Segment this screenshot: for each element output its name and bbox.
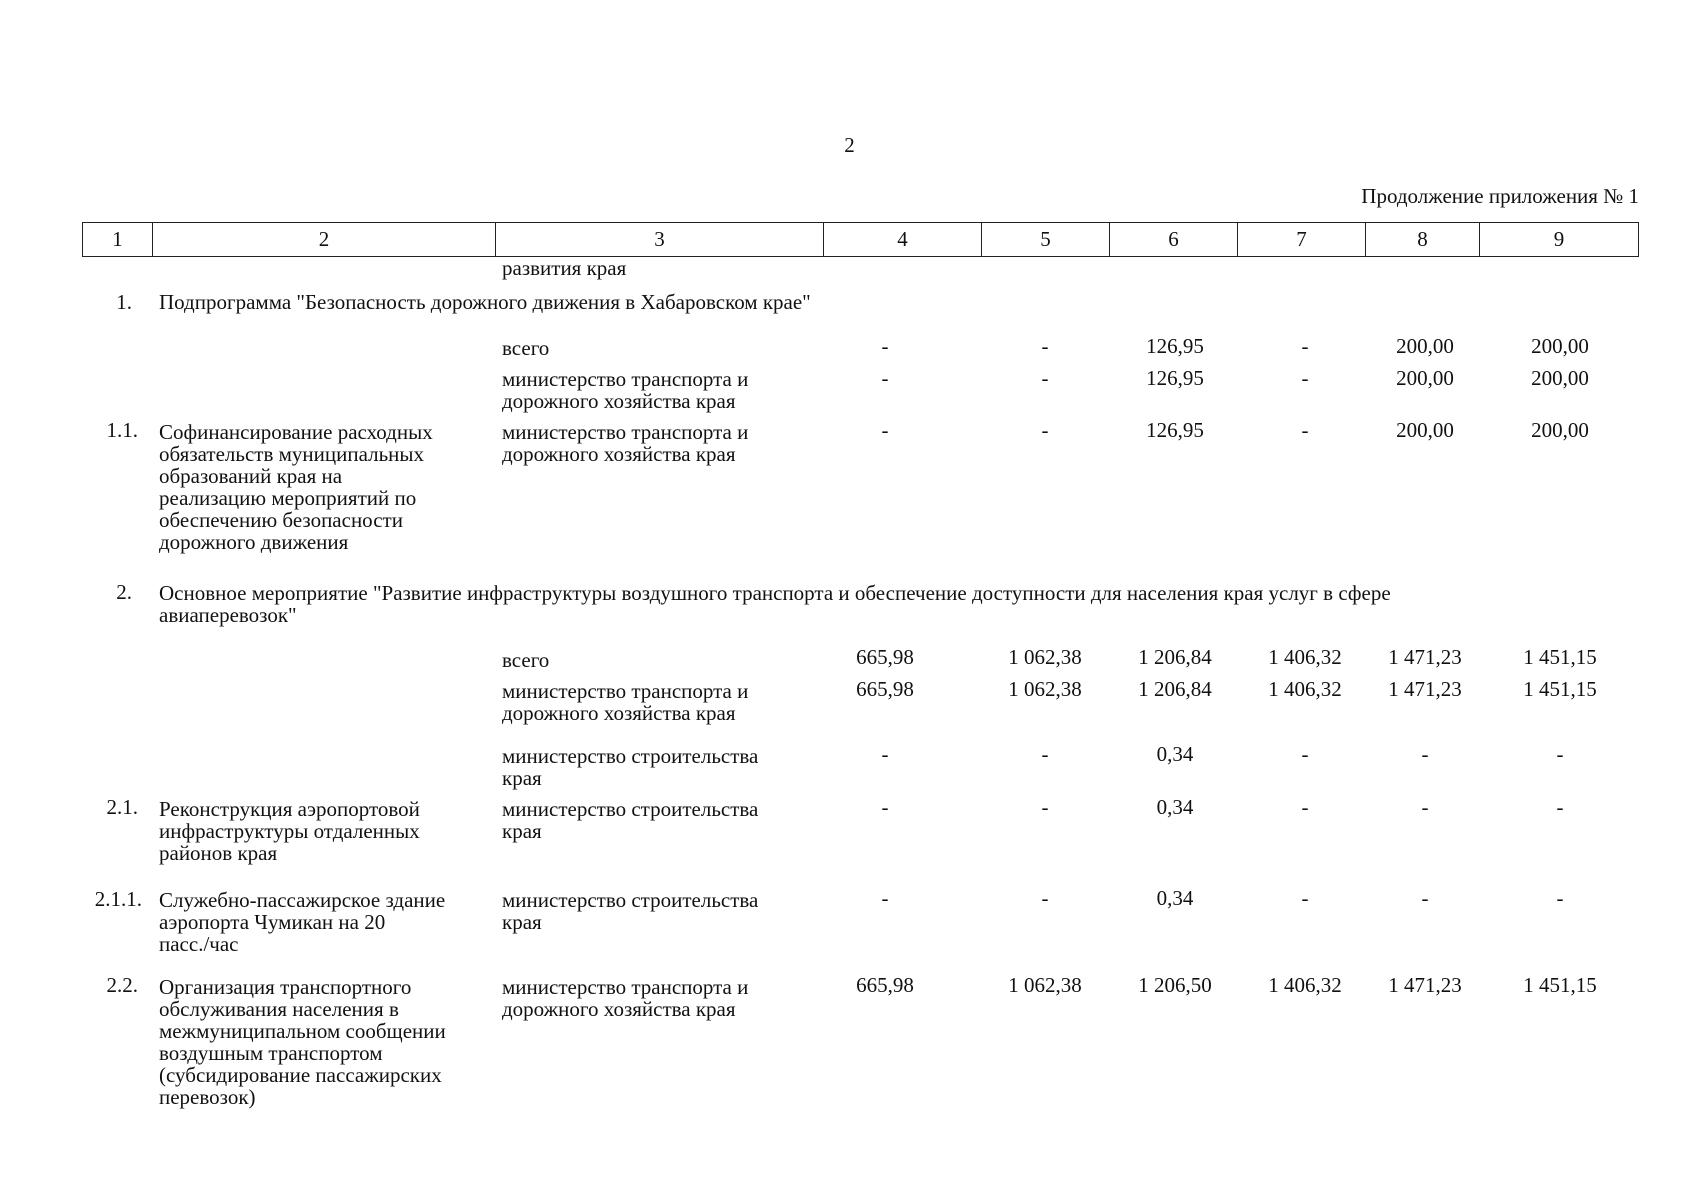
value-cell: - (1556, 742, 1564, 766)
item-name (159, 798, 420, 864)
executor-label-line: министерство транспорта и (502, 367, 749, 391)
executor-label-line: дорожного хозяйства края (502, 997, 736, 1021)
section-number: 2. (116, 580, 132, 604)
value-cell: - (1421, 795, 1429, 819)
value-cell: 1 406,32 (1268, 677, 1342, 701)
value-cell: - (1421, 742, 1429, 766)
executor-label-line: дорожного хозяйства края (502, 442, 736, 466)
value-cell: - (881, 795, 889, 819)
value-cell: - (1301, 886, 1309, 910)
column-number-header (82, 222, 1639, 257)
value-cell: 126,95 (1146, 334, 1204, 358)
item-name-line: реализацию мероприятий по (159, 486, 417, 510)
executor-label (502, 680, 748, 724)
value-cell: - (1041, 795, 1049, 819)
value-cell: - (1301, 742, 1309, 766)
page-number: 2 (844, 133, 855, 157)
item-name-line: обслуживания населения в (159, 997, 399, 1021)
value-cell: - (1556, 886, 1564, 910)
value-cell: 0,34 (1156, 742, 1194, 766)
executor-label-line: дорожного хозяйства края (502, 389, 736, 413)
value-cell: 1 062,38 (1008, 677, 1082, 701)
value-cell: - (1041, 334, 1049, 358)
value-cell: - (1041, 742, 1049, 766)
value-cell: - (881, 886, 889, 910)
executor-label (502, 798, 758, 842)
item-name-line: Софинансирование расходных (159, 420, 433, 444)
value-cell: 1 062,38 (1008, 645, 1082, 669)
executor-label (502, 976, 748, 1020)
header-col-7: 7 (1238, 223, 1366, 257)
executor-label-line: министерство транспорта и (502, 975, 749, 999)
value-cell: - (881, 366, 889, 390)
value-cell: 126,95 (1146, 366, 1204, 390)
section-title-line: авиаперевозок" (159, 603, 297, 627)
item-name-line: межмуниципальном сообщении (159, 1019, 446, 1043)
value-cell: - (1301, 418, 1309, 442)
value-cell: - (1041, 418, 1049, 442)
executor-label (502, 421, 748, 465)
header-col-9: 9 (1480, 223, 1639, 257)
value-cell: 1 206,84 (1138, 677, 1212, 701)
executor-label (502, 745, 758, 789)
item-name-line: аэропорта Чумикан на 20 (159, 910, 386, 934)
header-col-3: 3 (496, 223, 824, 257)
value-cell: - (1421, 886, 1429, 910)
executor-label-line: министерство транспорта и (502, 679, 749, 703)
value-cell: 200,00 (1396, 334, 1454, 358)
value-cell: - (1556, 795, 1564, 819)
item-name-line: районов края (159, 841, 278, 865)
appendix-continuation-label: Продолжение приложения № 1 (1361, 184, 1639, 208)
value-cell: 126,95 (1146, 418, 1204, 442)
item-name-line: перевозок) (159, 1085, 256, 1109)
value-cell: 665,98 (856, 677, 914, 701)
value-cell: 0,34 (1156, 886, 1194, 910)
item-number: 2.1. (106, 795, 138, 819)
header-col-5: 5 (982, 223, 1110, 257)
executor-label-line: министерство строительства (502, 797, 759, 821)
item-name-line: инфраструктуры отдаленных (159, 819, 420, 843)
value-cell: - (881, 334, 889, 358)
value-cell: - (1301, 795, 1309, 819)
value-cell: - (1301, 366, 1309, 390)
value-cell: 1 451,15 (1523, 645, 1597, 669)
value-cell: - (1041, 366, 1049, 390)
section-title (159, 582, 1391, 626)
section-title-line: Основное мероприятие "Развитие инфраструктуры воздушного транспорта и обеспечение доступности для населения края услуг в сфере (159, 581, 1391, 605)
executor-label-line: края (502, 819, 542, 843)
item-name-line: образований края на (159, 464, 343, 488)
item-name-line: обеспечению безопасности (159, 508, 403, 532)
value-cell: - (1301, 334, 1309, 358)
value-cell: - (881, 418, 889, 442)
item-number: 1.1. (106, 418, 138, 442)
value-cell: 200,00 (1396, 366, 1454, 390)
header-col-1: 1 (83, 223, 153, 257)
section-number: 1. (116, 290, 132, 314)
item-name (159, 976, 446, 1108)
value-cell: 200,00 (1531, 418, 1589, 442)
value-cell: 0,34 (1156, 795, 1194, 819)
item-name-line: обязательств муниципальных (159, 442, 425, 466)
value-cell: 1 451,15 (1523, 973, 1597, 997)
value-cell: - (881, 742, 889, 766)
value-cell: 200,00 (1531, 366, 1589, 390)
item-name-line: пасс./час (159, 932, 239, 956)
value-cell: 1 406,32 (1268, 973, 1342, 997)
value-cell: - (1041, 886, 1049, 910)
item-name-line: дорожного движения (159, 530, 349, 554)
value-cell: 665,98 (856, 645, 914, 669)
value-cell: 1 471,23 (1388, 645, 1462, 669)
executor-label-line: края (502, 766, 542, 790)
executor-label: всего (502, 648, 550, 672)
value-cell: 1 062,38 (1008, 973, 1082, 997)
value-cell: 665,98 (856, 973, 914, 997)
item-name-line: Служебно-пассажирское здание (159, 888, 446, 912)
item-number: 2.1.1. (94, 887, 142, 911)
value-cell: 1 451,15 (1523, 677, 1597, 701)
executor-label-line: министерство строительства (502, 888, 759, 912)
value-cell: 1 406,32 (1268, 645, 1342, 669)
executor-label: всего (502, 336, 550, 360)
section-title: Подпрограмма "Безопасность дорожного движения в Хабаровском крае" (159, 290, 811, 314)
executor-label-line: края (502, 910, 542, 934)
value-cell: 1 471,23 (1388, 677, 1462, 701)
header-col-4: 4 (824, 223, 982, 257)
carry-over-text: развития края (502, 256, 627, 280)
value-cell: 1 206,84 (1138, 645, 1212, 669)
item-name-line: Организация транспортного (159, 975, 412, 999)
value-cell: 200,00 (1531, 334, 1589, 358)
item-name-line: (субсидирование пассажирских (159, 1063, 442, 1087)
value-cell: 200,00 (1396, 418, 1454, 442)
executor-label (502, 368, 748, 412)
executor-label-line: дорожного хозяйства края (502, 701, 736, 725)
item-name (159, 421, 433, 553)
executor-label-line: министерство строительства (502, 744, 759, 768)
item-name-line: Реконструкция аэропортовой (159, 797, 420, 821)
executor-label (502, 889, 758, 933)
header-col-2: 2 (153, 223, 496, 257)
header-col-8: 8 (1366, 223, 1480, 257)
item-number: 2.2. (106, 973, 138, 997)
executor-label-line: министерство транспорта и (502, 420, 749, 444)
item-name (159, 889, 445, 955)
value-cell: 1 206,50 (1138, 973, 1212, 997)
value-cell: 1 471,23 (1388, 973, 1462, 997)
item-name-line: воздушным транспортом (159, 1041, 383, 1065)
header-col-6: 6 (1110, 223, 1238, 257)
